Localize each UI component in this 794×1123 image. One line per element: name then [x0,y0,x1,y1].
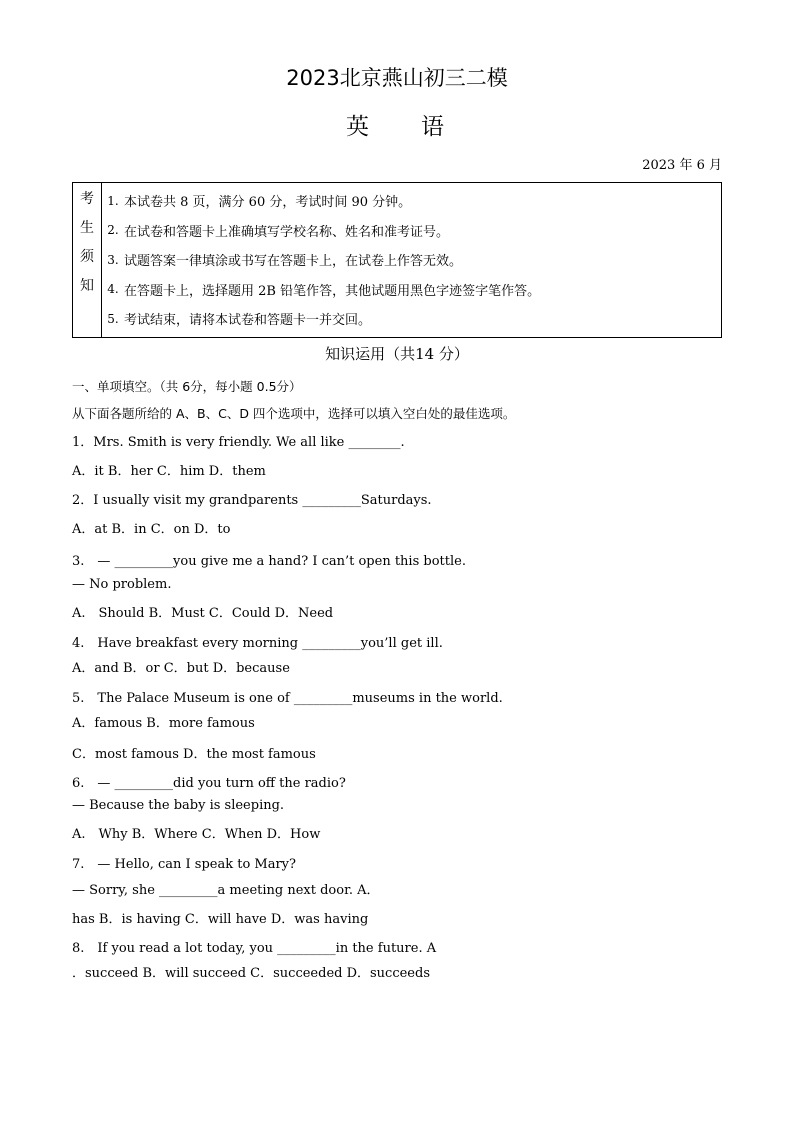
option-line: A．and B．or C．but D．because [72,661,290,676]
question-line: 5. The Palace Museum is one of _________museums in the world. [72,691,503,706]
exam-date: 2023 年 6 月 [642,158,722,173]
notice-item: 2. 在试卷和答题卡上准确填写学校名称、姓名和准考证号。 [107,223,450,240]
notice-item: 5. 考试结束，请将本试卷和答题卡一并交回。 [107,311,372,329]
dialogue-line: — Because the baby is sleeping. [72,798,285,813]
notice-heading-char: 生 [80,220,94,236]
candidate-notice-box [72,182,722,338]
notice-item: 3. 试题答案一律填涂或书写在答题卡上，在试卷上作答无效。 [107,252,463,270]
subject-title [0,108,794,141]
question-line: 4. Have breakfast every morning _________you’ll get ill. [72,636,443,651]
subject-char-1: 英 [346,114,373,140]
notice-item: 1. 本试卷共 8 页，满分 60 分，考试时间 90 分钟。 [107,193,412,211]
dialogue-line: — Sorry, she _________a meeting next door. A． [72,883,380,898]
option-line: A. Should B．Must C．Could D．Need [72,606,334,621]
question-line: 7. — Hello, can I speak to Mary? [72,857,296,872]
question-line: 2．I usually visit my grandparents _________Saturdays. [72,493,432,508]
part-title: 一、单项填空。（共 6分，每小题 0.5分） [72,379,302,394]
notice-heading [73,183,102,337]
option-line: ．succeed B．will succeed C．succeeded D．succeeds [72,966,430,981]
notice-heading-char: 考 [80,191,94,207]
section-title: 知识运用（共14 分） [325,345,469,363]
notice-list [102,183,721,337]
question-line: 3. — _________you give me a hand? I can’t open this bottle. [72,554,466,569]
subject-char-2: 语 [421,114,448,140]
question-line: 6. — _________did you turn off the radio? [72,776,346,791]
notice-heading-char: 知 [80,278,94,294]
notice-heading-char: 须 [80,249,94,265]
exam-title: 2023北京燕山初三二模 [286,66,508,90]
option-line: A．at B．in C．on D．to [72,522,231,537]
option-line: A．famous B．more famous [72,716,255,731]
question-line: 1．Mrs. Smith is very friendly. We all like ________. [72,435,405,450]
dialogue-line: — No problem. [72,577,172,592]
instruction-text: 从下面各题所给的 A、B、C、D 四个选项中，选择可以填入空白处的最佳选项。 [72,406,516,421]
option-line: A. Why B．Where C．When D．How [72,827,321,842]
option-line: C．most famous D．the most famous [72,747,316,762]
option-line: A．it B．her C．him D．them [72,464,266,479]
notice-item: 4. 在答题卡上，选择题用 2B 铅笔作答，其他试题用黑色字迹签字笔作答。 [107,282,541,299]
option-line: has B．is having C．will have D．was having [72,912,369,927]
question-line: 8. If you read a lot today, you _________in the future. A [72,941,437,956]
